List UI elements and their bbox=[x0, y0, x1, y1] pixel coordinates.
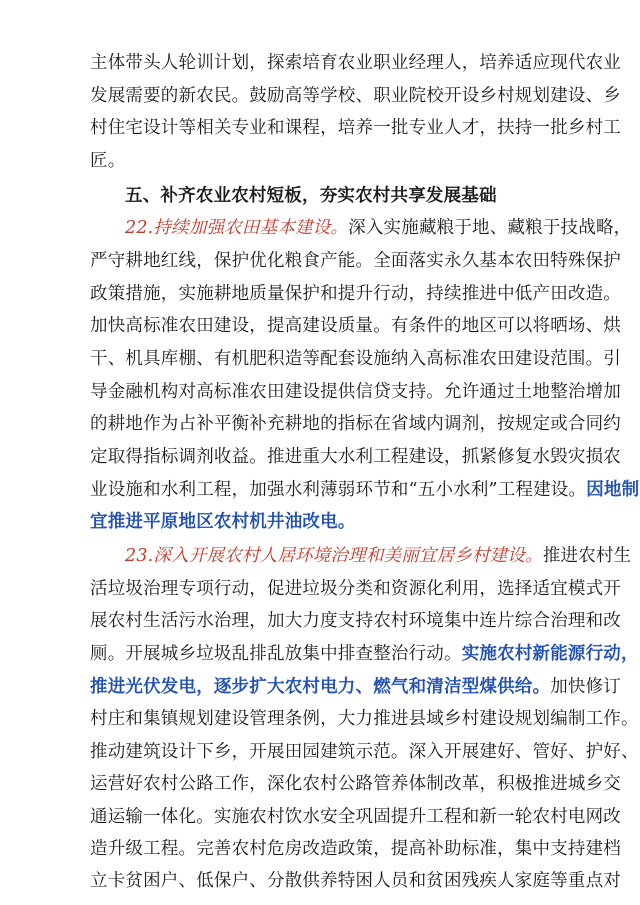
paragraph-line: 推进光伏发电，逐步扩大农村电力、燃气和清洁型煤供给。加快修订 bbox=[90, 677, 622, 697]
paragraph-line: 立卡贫困户、低保户、分散供养特困人员和贫困残疾人家庭等重点对 bbox=[90, 871, 621, 891]
paragraph-line: 匠。 bbox=[90, 151, 126, 171]
paragraph-line: 推动建筑设计下乡，开展田园建筑示范。深入开展建好、管好、护好、 bbox=[90, 742, 639, 762]
paragraph-line: 导金融机构对高标准农田建设提供信贷支持。允许通过土地整治增加 bbox=[90, 382, 621, 402]
paragraph-line: 的耕地作为占补平衡补充耕地的指标在省域内调剂，按规定或合同约 bbox=[90, 414, 621, 434]
paragraph-line: 造升级工程。完善农村危房改造政策，提高补助标准，集中支持建档 bbox=[90, 839, 621, 859]
paragraph-line: 23.深入开展农村人居环境治理和美丽宜居乡村建设。推进农村生 bbox=[125, 546, 632, 566]
paragraph-line: 村庄和集镇规划建设管理条例，大力推进县域乡村建设规划编制工作。 bbox=[90, 709, 639, 729]
highlight-text: 宜推进平原地区农村机井油改电。 bbox=[90, 512, 356, 532]
paragraph-line: 展农村生活污水治理，加大力度支持农村环境集中连片综合治理和改 bbox=[90, 611, 621, 631]
paragraph-line: 定取得指标调剂收益。推进重大水利工程建设，抓紧修复水毁灾损农 bbox=[90, 447, 621, 467]
paragraph-line: 运营好农村公路工作，深化农村公路管养体制改革，积极推进城乡交 bbox=[90, 774, 621, 794]
paragraph-line bbox=[90, 507, 550, 537]
paragraph-line: 严守耕地红线，保护优化粮食产能。全面落实永久基本农田特殊保护 bbox=[90, 251, 621, 271]
highlight-text: 推进光伏发电，逐步扩大农村电力、燃气和清洁型煤供给。 bbox=[90, 677, 551, 697]
paragraph-line: 厕。开展城乡垃圾乱排乱放集中排查整治行动。实施农村新能源行动， bbox=[90, 644, 639, 664]
highlight-text: 实施农村新能源行动， bbox=[461, 644, 639, 664]
paragraph-line: 村住宅设计等相关专业和课程，培养一批专业人才，扶持一批乡村工 bbox=[90, 118, 621, 138]
paragraph-line: 22.持续加强农田基本建设。深入实施藏粮于地、藏粮于技战略， bbox=[125, 218, 632, 238]
paragraph-line: 加快高标准农田建设，提高建设质量。有条件的地区可以将晒场、烘 bbox=[90, 316, 621, 336]
paragraph-line: 主体带头人轮训计划，探索培育农业职业经理人，培养适应现代农业 bbox=[90, 53, 621, 73]
paragraph-line: 业设施和水利工程，加强水利薄弱环节和“五小水利”工程建设。因地制 bbox=[90, 480, 640, 500]
paragraph-line: 政策措施，实施耕地质量保护和提升行动，持续推进中低产田改造。 bbox=[90, 284, 621, 304]
paragraph-line: 通运输一体化。实施农村饮水安全巩固提升工程和新一轮农村电网改 bbox=[90, 807, 621, 827]
item-title: 22.持续加强农田基本建设。 bbox=[125, 218, 349, 238]
highlight-text: 因地制 bbox=[586, 480, 640, 500]
section-heading: 五、补齐农业农村短板，夯实农村共享发展基础 bbox=[125, 186, 497, 206]
paragraph-line: 活垃圾治理专项行动，促进垃圾分类和资源化利用，选择适宜模式开 bbox=[90, 579, 621, 599]
item-title: 23.深入开展农村人居环境治理和美丽宜居乡村建设。 bbox=[125, 546, 543, 566]
paragraph-line: 发展需要的新农民。鼓励高等学校、职业院校开设乡村规划建设、乡 bbox=[90, 86, 621, 106]
paragraph-line: 干、机具库棚、有机肥积造等配套设施纳入高标准农田建设范围。引 bbox=[90, 349, 621, 369]
